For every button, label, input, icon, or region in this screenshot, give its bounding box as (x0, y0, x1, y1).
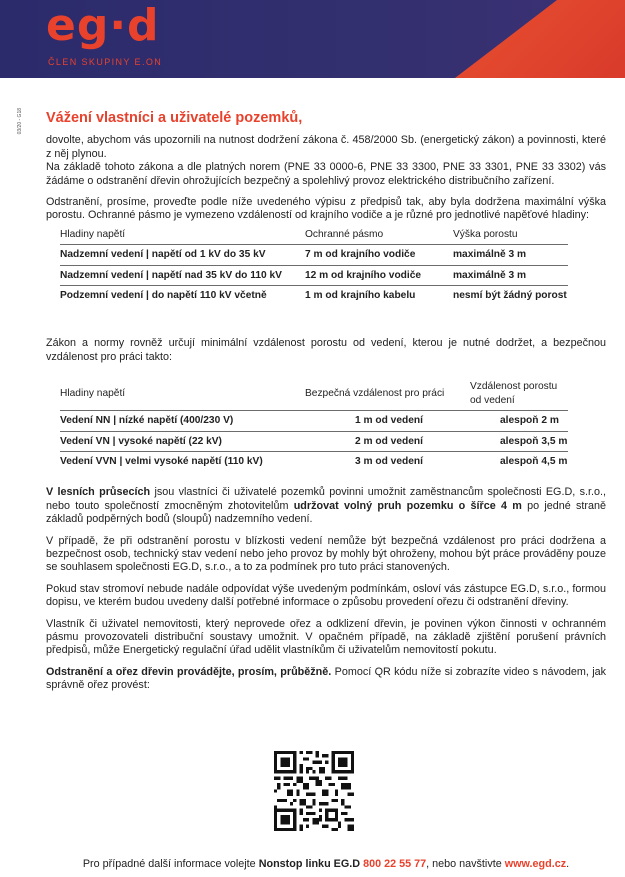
table-cell: maximálně 3 m (453, 249, 527, 261)
table-cell: Vedení VN | vysoké napětí (22 kV) (60, 431, 305, 451)
table-cell: Vedení NN | nízké napětí (400/230 V) (60, 415, 234, 427)
paragraph-text: Pomocí QR kódu níže si zobrazíte video s návodem, jak správně ořez provést: (46, 665, 606, 692)
table-header-row (60, 226, 568, 245)
header-banner (0, 0, 625, 78)
paragraph-penalty: Vlastník či uživatel nemovitosti, který neprovede ořez a odklizení dřevin, je povinen výkon činnosti v ochranném pásmu provozovateli distribuční soustavy umožnit. V opačném případě, na základě zjištění porušení právních předpisů, může Energetický regulační úřad udělit vlastníkům či uživatelům nemovitostí pokutu. (46, 617, 606, 657)
paragraph-text: jsou vlastníci či uživatelé pozemků povinni umožnit zaměstnancům společnosti EG.D, s.r.o., nebo touto společností zmocněným zhotovitelům (46, 486, 606, 512)
table-cell: 7 m od krajního vodiče (305, 249, 416, 261)
hotline-label: Nonstop linku EG.D (258, 858, 361, 870)
table-row (60, 265, 568, 285)
document-code: 03/20 - G18 (17, 108, 23, 135)
phone-link[interactable]: 800 22 55 77 (363, 858, 427, 870)
table-cell: alespoň 2 m (500, 415, 559, 427)
footer-text: Pro případné další informace volejte (82, 858, 259, 870)
paragraph-text: po jedné straně základů podpěrných bodů (sloupů) nadzemního vedení. (46, 499, 607, 526)
footer-text: . (566, 858, 570, 870)
emphasis-forest: V lesních průsecích (46, 486, 151, 499)
table-row (60, 286, 568, 306)
paragraph-forest-clearings (46, 486, 606, 526)
table-cell: 12 m od krajního vodiče (305, 265, 453, 285)
paragraph-protection-zone: Odstranění, prosíme, proveďte podle níže uvedeného výpisu z předpisů tak, aby byla dodržena maximální výška porostu. Ochranné pásmo je vymezeno vzdáleností od krajního vodiče a je různé pro jednotlivé napěťové hladiny: (46, 196, 606, 222)
column-header: Hladiny napětí (60, 226, 305, 245)
table-cell: 3 m od vedení (305, 451, 470, 471)
table-cell: nesmí být žádný porost (453, 286, 568, 306)
table-cell: Podzemní vedení | do napětí 110 kV včetně (60, 286, 305, 306)
website-link[interactable]: www.egd.cz (504, 858, 567, 870)
logo-tagline: ČLEN SKUPINY E.ON (48, 57, 163, 67)
table-header-row (60, 378, 568, 410)
table-cell: alespoň 3,5 m (470, 431, 568, 451)
paragraph-distances: Zákon a normy rovněž určují minimální vzdálenost porostu od vedení, kterou je nutné dodržet, a bezpečnou vzdálenost pro práci takto: (46, 337, 606, 363)
contact-footer (46, 858, 606, 870)
table-cell: Nadzemní vedení | napětí nad 35 kV do 110 kV (60, 265, 305, 285)
emphasis-strip: udržovat volný pruh pozemku o šířce 4 m (293, 499, 522, 512)
table-row (60, 451, 568, 471)
table-cell: 1 m od krajního kabelu (305, 286, 453, 306)
header-accent (455, 0, 625, 78)
paragraph-qr-intro (46, 666, 606, 693)
table-row (60, 245, 568, 265)
letter-greeting: Vážení vlastníci a uživatelé pozemků, (46, 110, 303, 126)
table-cell: 1 m od vedení (355, 415, 423, 427)
table-cell: maximálně 3 m (453, 265, 568, 285)
safe-distance-table (60, 378, 568, 471)
table-cell: 2 m od vedení (305, 431, 470, 451)
column-header: Výška porostu (453, 226, 568, 245)
column-header: Vzdálenost porostu od vedení (470, 378, 568, 410)
paragraph-norms: Na základě tohoto zákona a dle platných norem (PNE 33 0000-6, PNE 33 3300, PNE 33 3301, PNE 33 3302) vás žádáme o odstranění dřevin ohrožujících bezpečný a spolehlivý provoz elektrického distribučního zařízení. (46, 161, 606, 187)
paragraph-safety: V případě, že při odstranění porostu v blízkosti vedení nemůže být bezpečná vzdálenost pro práci dodržena a bezpečnost osob, technický stav vedení nebo jeho provoz by mohly být ohroženy, mohou být práce prováděny pouze se souhlasem společnosti EG.D, s.r.o., a to za podmínek pro tuto práci stanovených. (46, 534, 606, 574)
column-header: Ochranné pásmo (305, 226, 453, 245)
protection-zone-table (60, 226, 568, 306)
paragraph-notice: Pokud stav stromoví nebude nadále odpovídat výše uvedeným podmínkám, osloví vás zástupce EG.D, s.r.o., formou dopisu, ve kterém budou uvedeny další potřebné informace o způsobu provedení ořezu či odstranění dřeviny. (46, 582, 606, 609)
letter-body (46, 112, 606, 701)
footer-text: , nebo navštivte (426, 858, 505, 870)
table-row (60, 411, 568, 431)
paragraph-law: dovolte, abychom vás upozornili na nutnost dodržení zákona č. 458/2000 Sb. (energetický zákon) a povinnosti, které z něj plynou. (46, 134, 606, 160)
egd-logo: eg·d (46, 0, 160, 51)
table-cell: alespoň 4,5 m (470, 451, 568, 471)
column-header: Hladiny napětí (60, 378, 305, 410)
table-cell: Nadzemní vedení | napětí od 1 kV do 35 kV (60, 249, 266, 261)
column-header: Bezpečná vzdálenost pro práci (305, 378, 470, 410)
table-row (60, 431, 568, 451)
table-cell: Vedení VVN | velmi vysoké napětí (110 kV) (60, 451, 305, 471)
emphasis-pruning: Odstranění a ořez dřevin provádějte, prosím, průběžně. (46, 665, 332, 678)
qr-code-icon[interactable] (274, 751, 354, 831)
